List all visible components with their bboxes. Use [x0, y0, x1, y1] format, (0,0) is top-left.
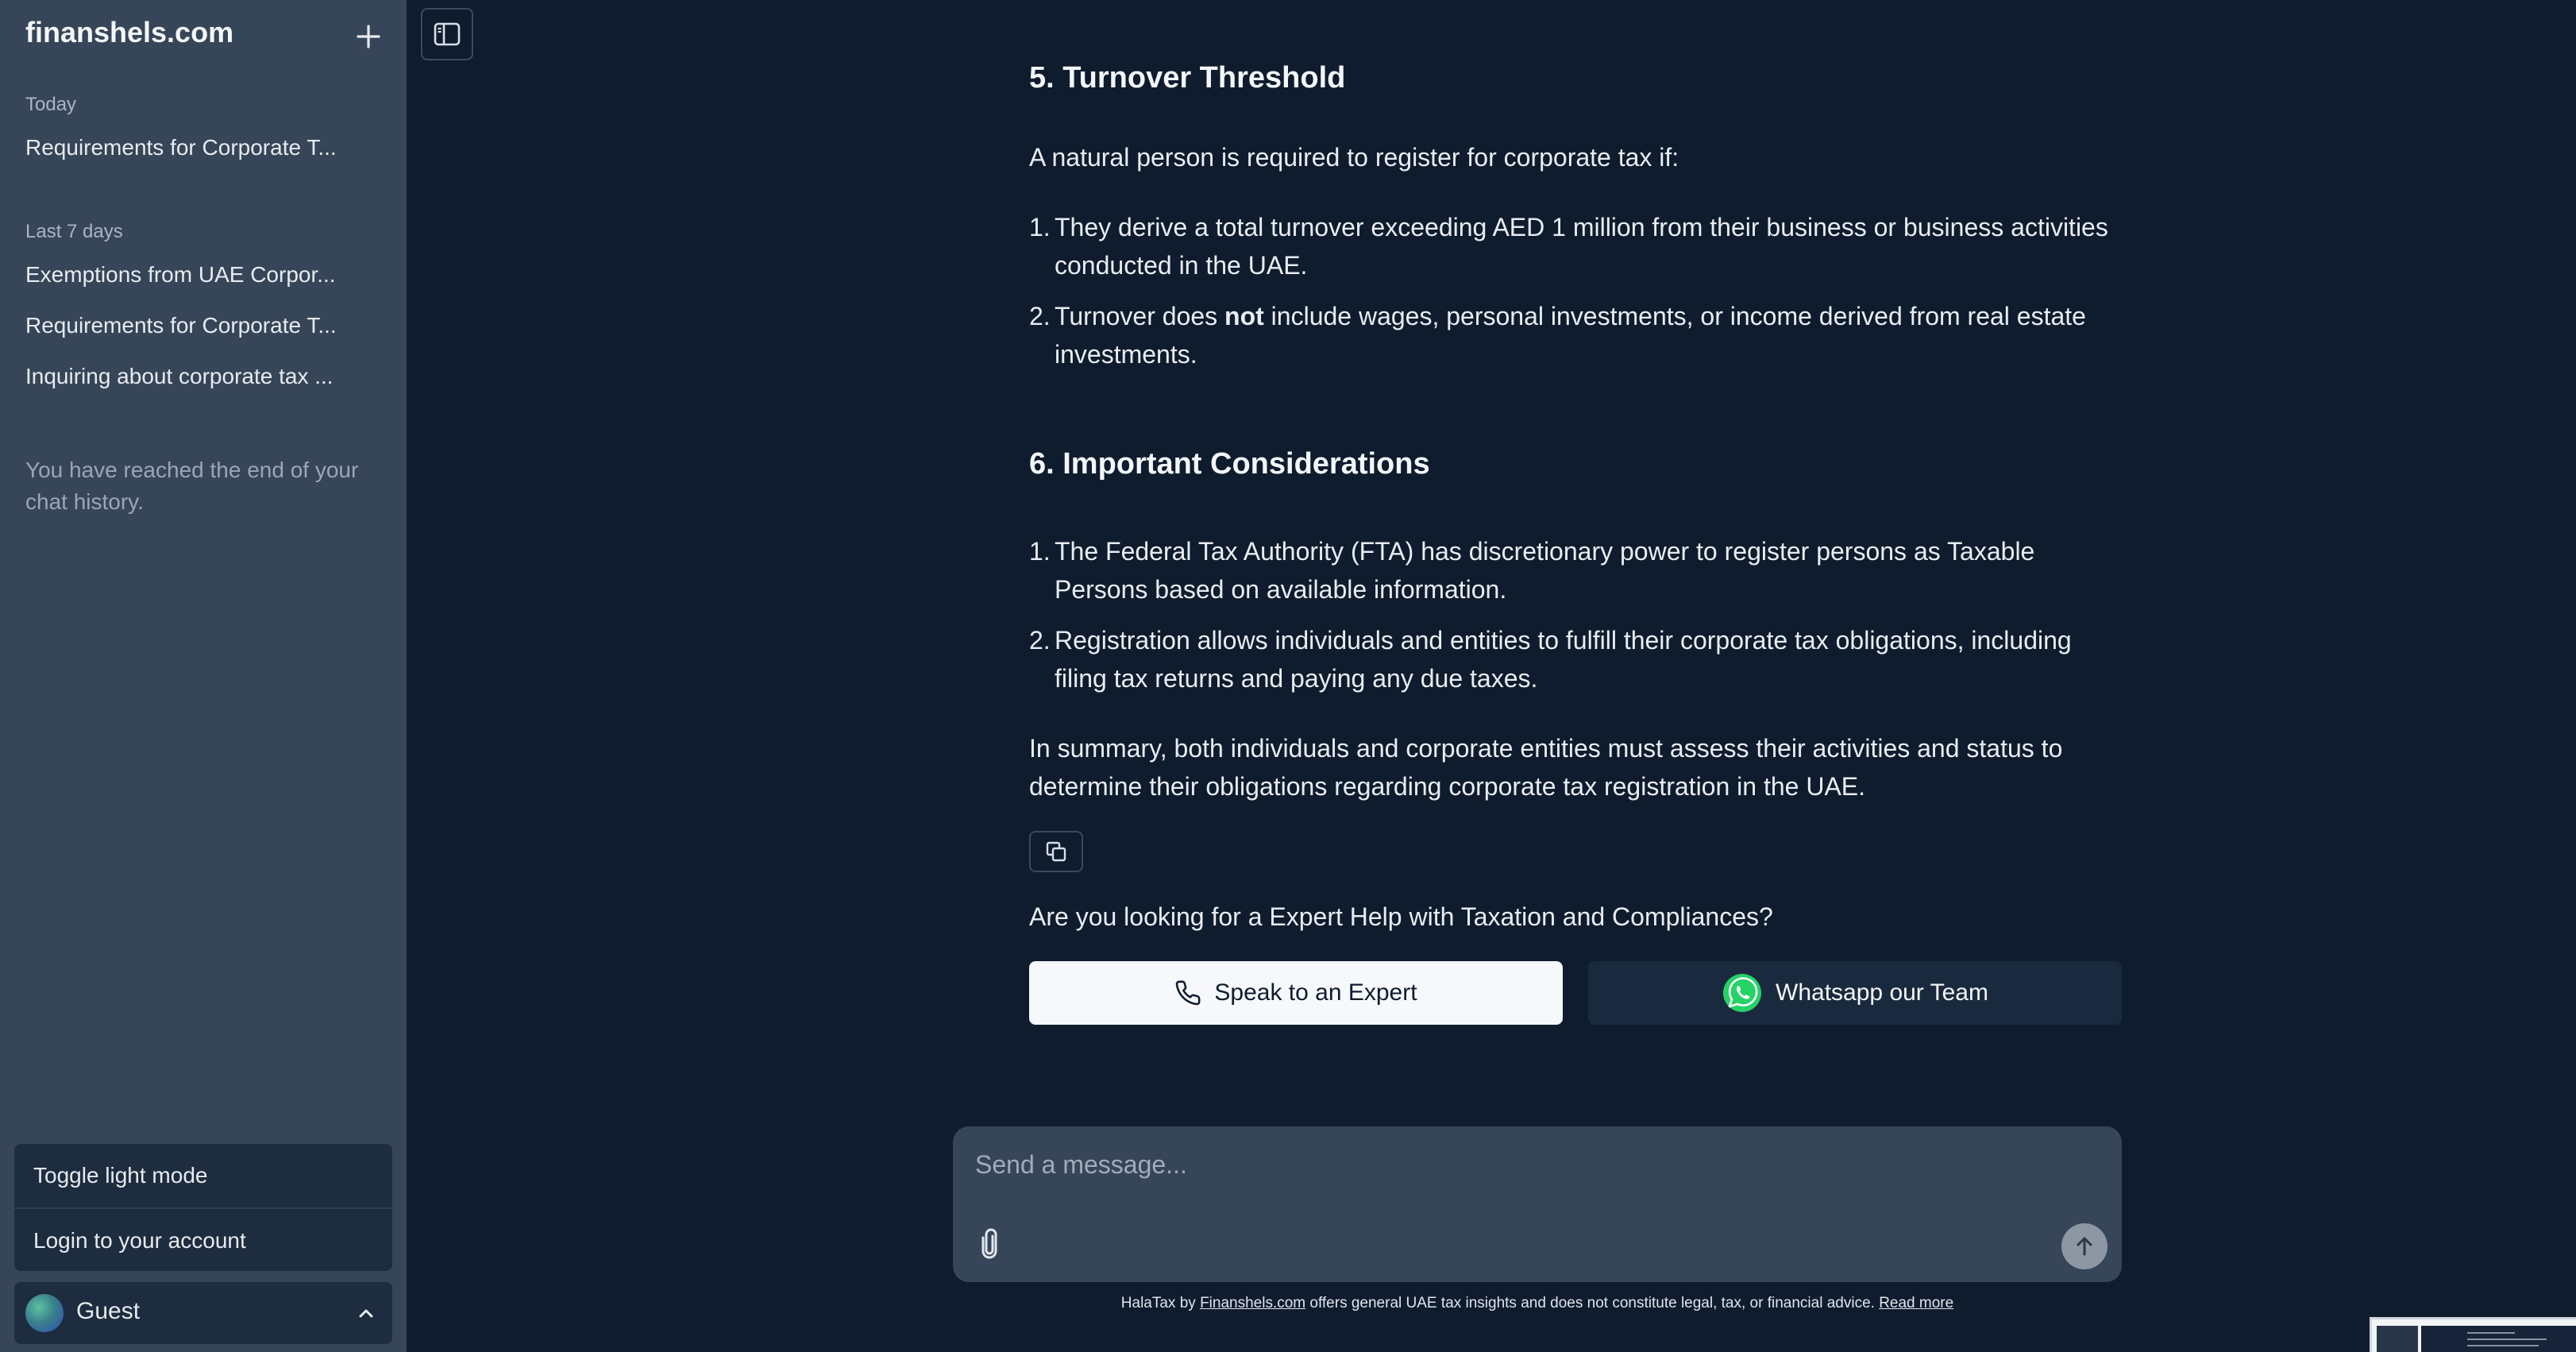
emphasis: not: [1224, 302, 1264, 330]
whatsapp-team-label: Whatsapp our Team: [1776, 979, 1988, 1006]
history-item[interactable]: Inquiring about corporate tax ...: [25, 364, 334, 388]
history-item[interactable]: Requirements for Corporate T...: [25, 313, 337, 338]
user-name: Guest: [76, 1298, 141, 1324]
arrow-up-icon: [2072, 1234, 2097, 1259]
section-heading: 5. Turnover Threshold: [1029, 61, 1346, 95]
list-item: 1. They derive a total turnover exceeding AED 1 million from their business or business activities conducted in the UAE.: [1029, 213, 2108, 280]
paragraph: A natural person is required to register for corporate tax if:: [1029, 143, 1679, 172]
phone-icon: [1174, 979, 1201, 1006]
whatsapp-icon: [1722, 972, 1763, 1014]
toggle-light-mode-button[interactable]: Toggle light mode: [33, 1163, 208, 1188]
whatsapp-team-button[interactable]: [1588, 961, 2122, 1025]
section-heading: 6. Important Considerations: [1029, 447, 1430, 481]
attach-button[interactable]: [974, 1225, 1005, 1263]
end-of-history-note: You have reached the end of your chat history.: [25, 458, 359, 514]
login-button[interactable]: Login to your account: [33, 1228, 246, 1253]
read-more-link[interactable]: Read more: [1879, 1295, 1954, 1311]
list-item: 1. The Federal Tax Authority (FTA) has discretionary power to register persons as Taxable Persons based on available information.: [1029, 537, 2035, 604]
sidebar-toggle-icon: [434, 22, 461, 46]
list-item-text: Registration allows individuals and entities to fulfill their corporate tax obligations, including filing tax returns and paying any due taxes.: [1055, 626, 2072, 693]
send-button[interactable]: [2061, 1223, 2107, 1269]
user-menu-button[interactable]: [14, 1282, 392, 1344]
brand-title: finanshels.com: [25, 16, 234, 48]
chevron-up-icon: [354, 1301, 378, 1325]
history-item[interactable]: Exemptions from UAE Corpor...: [25, 262, 336, 287]
list-item-text: The Federal Tax Authority (FTA) has discretionary power to register persons as Taxable Persons based on available information.: [1055, 537, 2035, 604]
copy-icon: [1044, 840, 1068, 863]
plus-icon: [356, 24, 381, 49]
screen-preview-thumbnail[interactable]: [2370, 1317, 2576, 1352]
history-group-last-7-days: Last 7 days: [25, 221, 123, 242]
list-item: 2. Turnover does not include wages, personal investments, or income derived from real estate investments.: [1029, 302, 2086, 369]
list-item-text: They derive a total turnover exceeding AED 1 million from their business or business activities conducted in the UAE.: [1055, 213, 2108, 280]
finanshels-link[interactable]: Finanshels.com: [1200, 1295, 1306, 1311]
speak-to-expert-label: Speak to an Expert: [1214, 979, 1417, 1006]
history-group-today: Today: [25, 94, 77, 115]
summary-paragraph: In summary, both individuals and corporate entities must assess their activities and status to determine their obligations regarding corporate tax registration in the UAE.: [1029, 734, 2063, 801]
copy-button[interactable]: [1029, 831, 1083, 872]
new-chat-button[interactable]: [349, 17, 388, 56]
avatar: [25, 1294, 64, 1332]
sidebar: [0, 0, 407, 1352]
list-item: 2. Registration allows individuals and entities to fulfill their corporate tax obligations, including filing tax returns and paying any due taxes.: [1029, 626, 2072, 693]
list-item-text: Turnover does not include wages, personal investments, or income derived from real estate investments.: [1055, 302, 2086, 369]
toggle-sidebar-button[interactable]: [421, 8, 473, 60]
paperclip-icon: [979, 1228, 1000, 1260]
account-menu: [14, 1144, 392, 1271]
cta-question: Are you looking for a Expert Help with Taxation and Compliances?: [1029, 902, 1773, 931]
message-input[interactable]: [974, 1142, 2085, 1187]
speak-to-expert-button[interactable]: [1029, 961, 1563, 1025]
message-composer: [953, 1126, 2122, 1282]
disclaimer: HalaTax by Finanshels.com offers general UAE tax insights and does not constitute legal, tax, or financial advice. Read more: [1120, 1295, 1954, 1311]
history-item[interactable]: Requirements for Corporate T...: [25, 135, 337, 160]
